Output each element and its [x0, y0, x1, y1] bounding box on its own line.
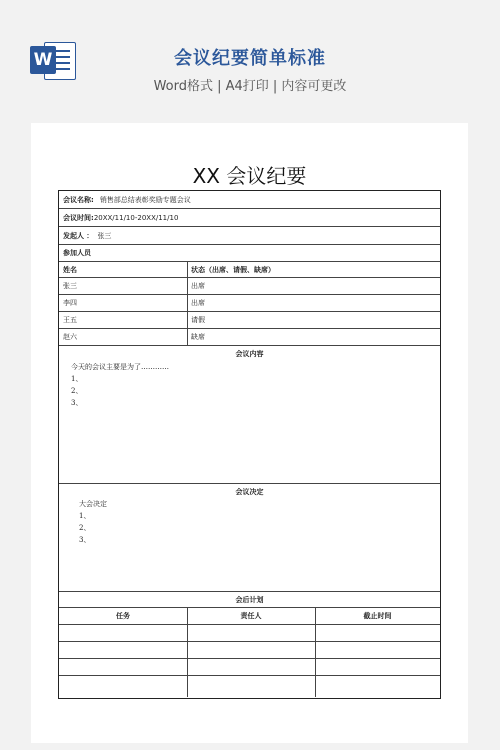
meeting-time-row [59, 209, 440, 227]
initiator-row [59, 227, 440, 245]
page-title: 会议纪要简单标准 [174, 48, 326, 69]
decision-heading: 会议决定 [235, 488, 264, 496]
decision-line: 大会决定 [79, 500, 107, 508]
name-column-header: 姓名 [63, 265, 77, 274]
plan-heading: 会后计划 [235, 595, 264, 604]
plan-header-row [59, 608, 440, 625]
task-column-header: 任务 [116, 612, 130, 620]
attendee-name: 王五 [63, 316, 77, 324]
initiator-value: 张三 [97, 231, 112, 240]
page-header [0, 0, 500, 118]
initiator-label: 发起人 ： [63, 231, 94, 240]
owner-column-header: 责任人 [240, 612, 262, 620]
decision-line: 1、 [79, 512, 91, 520]
minutes-form [58, 190, 441, 699]
content-heading: 会议内容 [235, 350, 264, 358]
table-row [59, 312, 440, 329]
attendee-name: 赵六 [63, 333, 77, 341]
attendee-status: 出席 [191, 299, 205, 307]
status-column-header: 状态（出席、请假、缺席） [191, 265, 275, 274]
plan-heading-row [59, 592, 440, 608]
decision-line: 2、 [79, 524, 91, 532]
participants-label: 参加人员 [63, 249, 91, 257]
deadline-column-header: 截止时间 [363, 612, 392, 620]
attendee-name: 张三 [63, 282, 77, 290]
plan-row [59, 676, 440, 697]
attendee-status: 缺席 [191, 333, 205, 341]
document-title: XX 会议纪要 [192, 164, 307, 188]
decision-section [59, 484, 440, 592]
meeting-time-value: 20XX/11/10-20XX/11/10 [93, 213, 179, 222]
table-row [59, 329, 440, 346]
document-page [31, 123, 468, 743]
attendee-status: 出席 [191, 282, 205, 290]
plan-row [59, 642, 440, 659]
content-line: 3、 [71, 399, 83, 407]
page-subtitle: Word格式 | A4打印 | 内容可更改 [153, 79, 347, 94]
attendee-status: 请假 [191, 316, 205, 324]
plan-row [59, 625, 440, 642]
word-document-icon: W [30, 40, 76, 80]
plan-row [59, 659, 440, 676]
content-line: 今天的会议主要是为了………… [71, 363, 169, 371]
attendee-header-row [59, 262, 440, 278]
decision-line: 3、 [79, 536, 91, 544]
content-line: 2、 [71, 387, 83, 395]
table-row [59, 295, 440, 312]
table-row [59, 278, 440, 295]
content-line: 1、 [71, 375, 83, 383]
meeting-name-value: 销售部总结表彰奖励专题会议 [99, 195, 191, 204]
participants-row [59, 245, 440, 262]
content-section [59, 346, 440, 484]
meeting-time-label: 会议时间: [63, 213, 94, 222]
meeting-name-row [59, 191, 440, 209]
attendee-name: 李四 [63, 299, 77, 307]
meeting-name-label: 会议名称: [63, 195, 94, 204]
